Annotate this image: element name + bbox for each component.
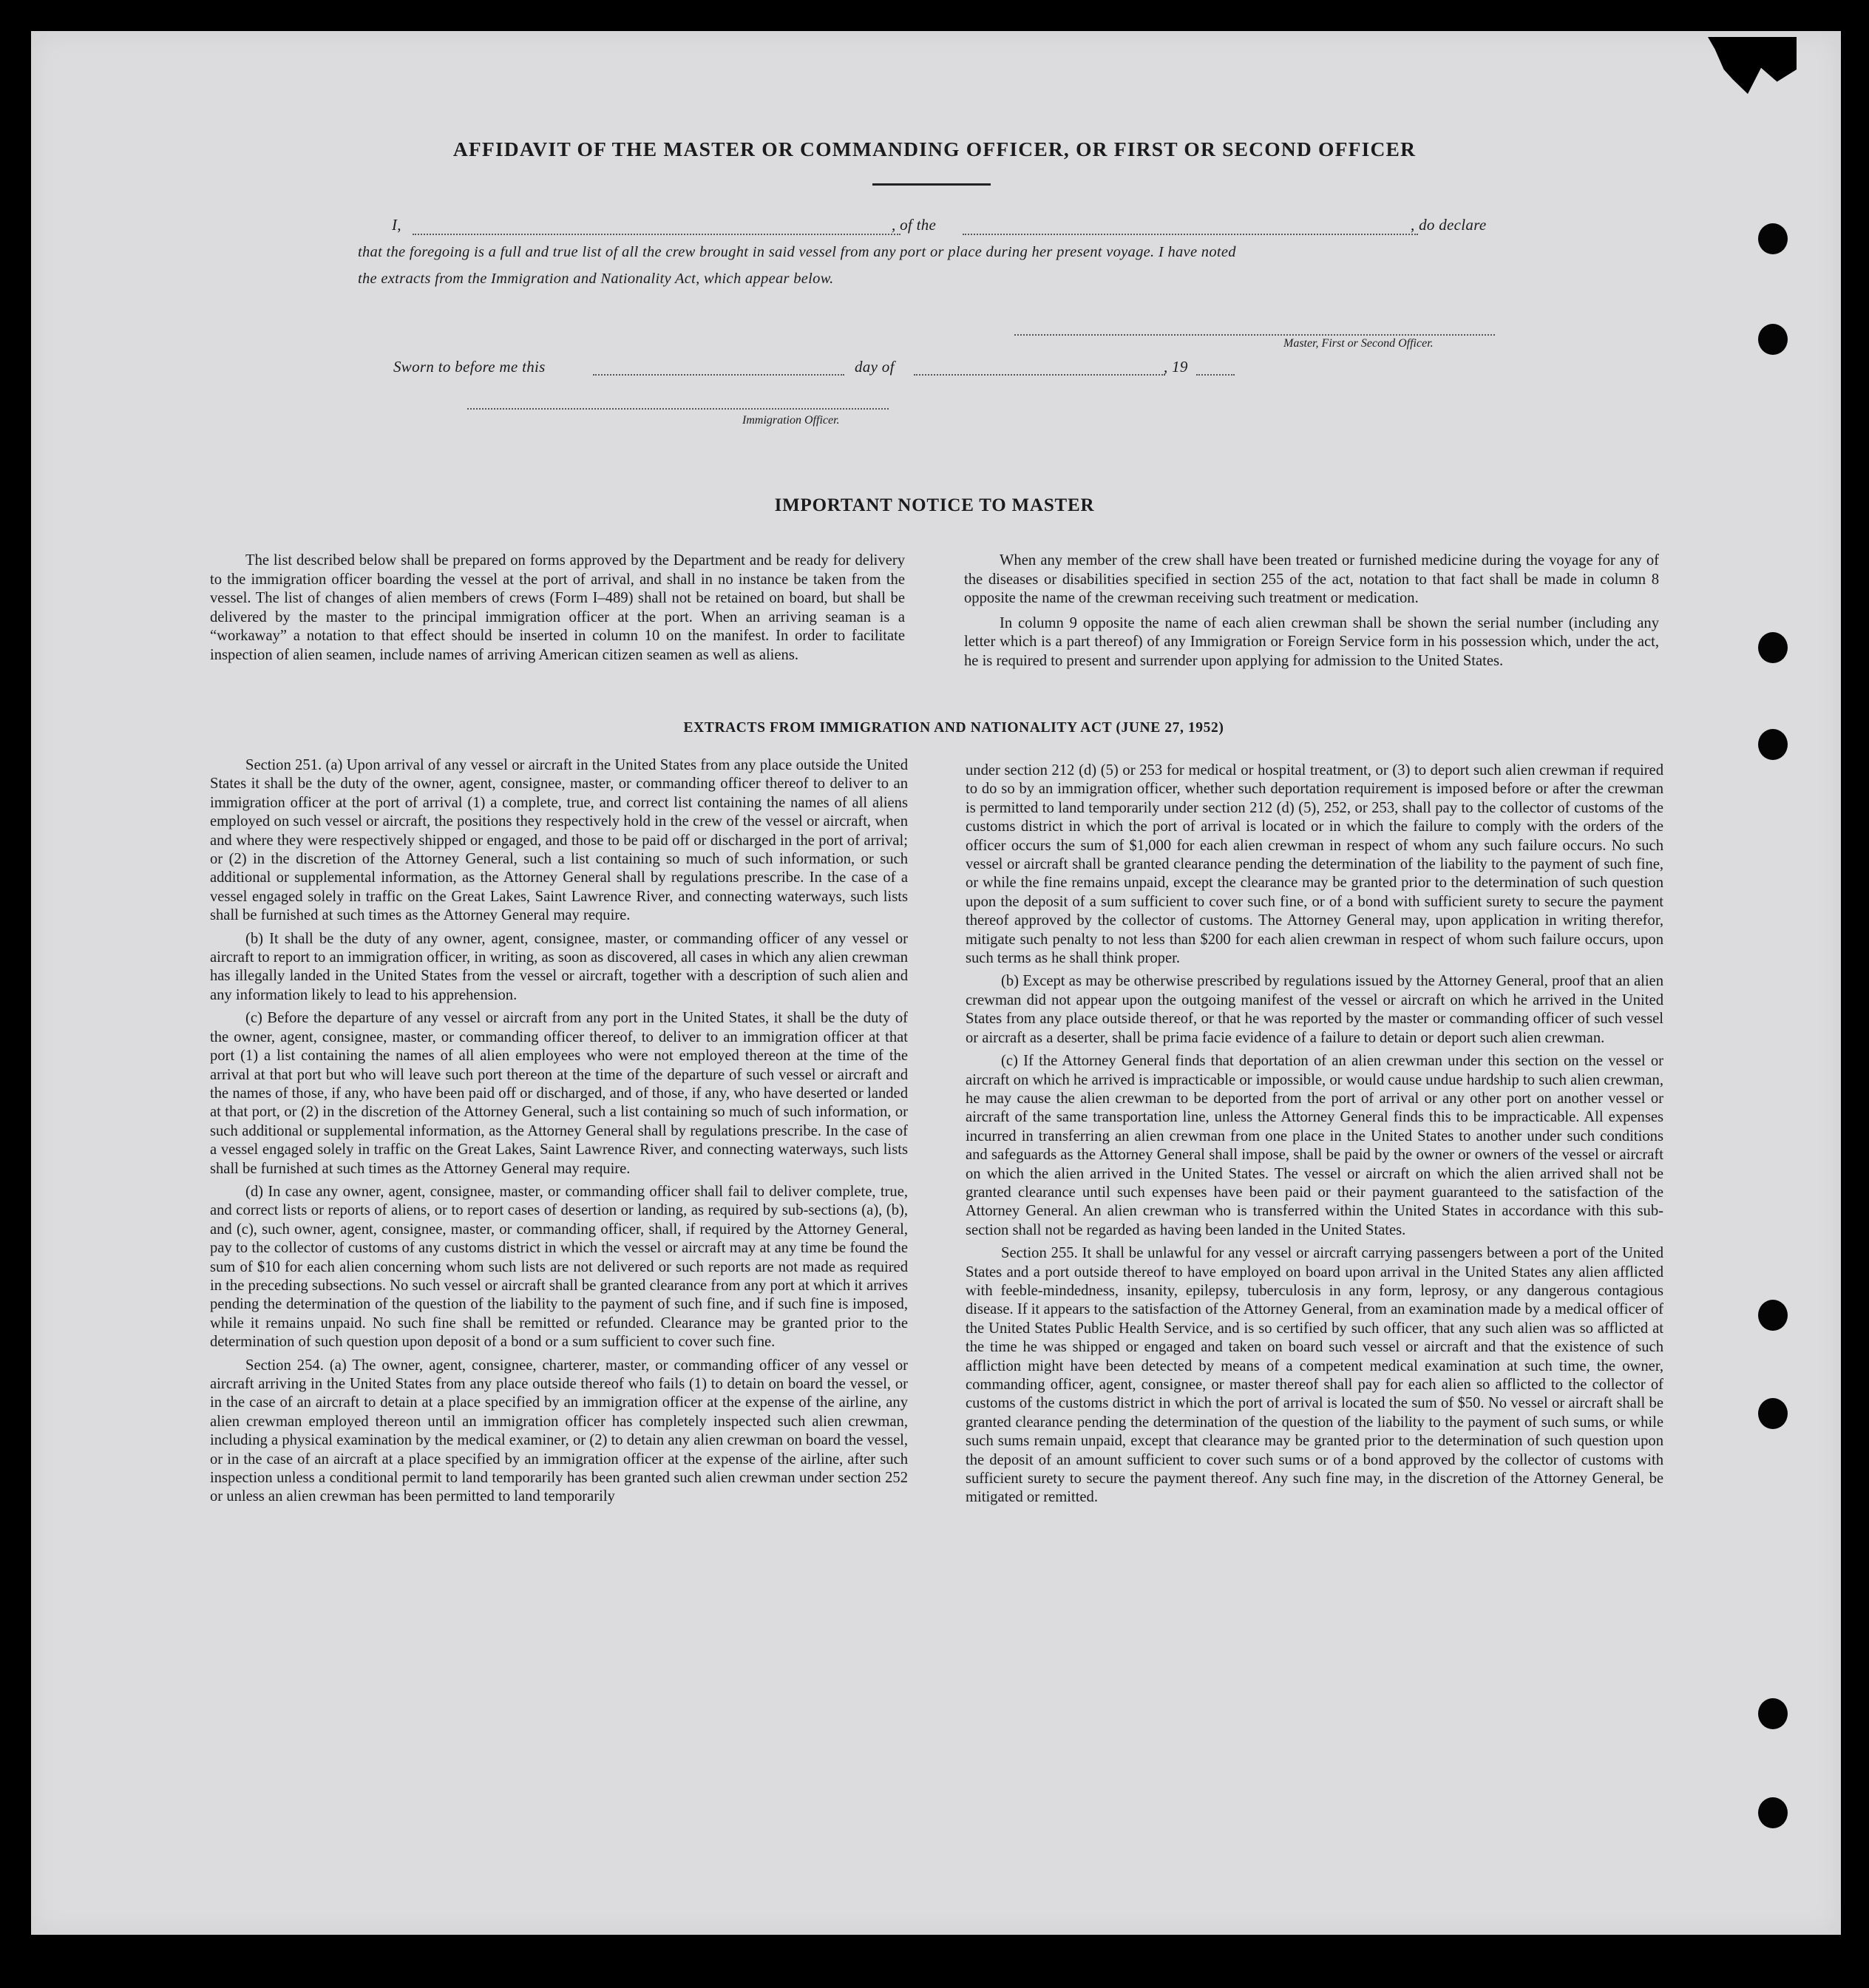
extracts-left-column — [210, 756, 908, 1511]
notice-left-column — [210, 552, 905, 671]
declarant-name-field[interactable] — [413, 234, 900, 235]
do-declare-label: , do declare — [1411, 216, 1487, 234]
sworn-prefix: Sworn to before me this — [393, 358, 546, 376]
section-251-d: (d) In case any owner, agent, consignee, master, or commanding officer shall fail to deliver complete, true, and correct lists or reports of aliens, or to report cases of desertion or landing, as required by sub-sections (a), (b), and (c), such owner, agent, consignee, master, or commanding officer, shall, if required by the Attorney General, pay to the collector of customs of any customs district in which the vessel or aircraft may at any time be found the sum of $10 for each alien concerning whom such lists are not delivered or such reports are not made as required in the preceding subsections. No such vessel or aircraft shall be granted clearance from any port at which it arrives pending the determination of the question of the liability to the payment of such fine, and if such fine is imposed, while it remains unpaid. No such fine shall be remitted or refunded. Clearance may be granted prior to the determination of such question upon deposit of a bond or a sum sufficient to cover such fine. — [210, 1183, 908, 1351]
punch-hole — [1758, 1398, 1788, 1429]
extracts-title: EXTRACTS FROM IMMIGRATION AND NATIONALITY ACT (JUNE 27, 1952) — [683, 720, 1224, 736]
section-254-a-continued: under section 212 (d) (5) or 253 for medical or hospital treatment, or (3) to deport such alien crewman if required to do so by an immigration officer, whether such deportation requirement is imposed before or after the crewman is permitted to land temporarily under section 212 (d) (5), 252, or 253, shall pay to the collector of customs of the customs district in which the port of arrival is located or in which the failure to comply with the orders of the officer occurs the sum of $1,000 for each alien crewman in respect of whom any such failure occurs. No such vessel or aircraft shall be granted clearance pending the determination of the liability to the payment of such fine, or while the fine remains unpaid, except the clearance may be granted prior to the determination of such question upon the deposit of a sum sufficient to cover such fine, or of a bond with sufficient surety to secure the payment thereof approved by the collector of customs. The Attorney General may, upon application in writing therefor, mitigate such penalty to not less than $200 for each alien crewman in respect of whom such failure occurs, upon such terms as he shall think proper. — [966, 762, 1663, 967]
punch-hole — [1758, 729, 1788, 760]
title-underline — [872, 183, 991, 186]
section-251-c: (c) Before the departure of any vessel or aircraft from any port in the United States, it shall be the duty of the owner, agent, consignee, master, or commanding officer thereof, to deliver to an immigration officer at that port (1) a list containing the names of all alien employees who were not employed thereon at the time of the arrival at that port but who will leave such port thereon at the time of the departure of such vessel or aircraft and the names of those, if any, who have been paid off or discharged, and of those, if any, who have deserted or landed at that port, or (2) in the discretion of the Attorney General, such a list containing so much of such information, or such additional or supplemental information, as the Attorney General shall by regulations prescribe. In the case of a vessel engaged solely in traffic on the Great Lakes, Saint Lawrence River, and connecting waterways, such lists shall be furnished at such times as the Attorney General may require. — [210, 1010, 908, 1177]
section-251-b: (b) It shall be the duty of any owner, agent, consignee, master, or commanding officer of any vessel or aircraft to report to an immigration officer, in writing, as soon as discovered, all cases in which any alien crewman has illegally landed in the United States from the vessel or aircraft, together with a description of such alien and any information likely to lead to his apprehension. — [210, 930, 908, 1003]
section-255: Section 255. It shall be unlawful for any vessel or aircraft carrying passengers between a port of the United States and a port outside thereof to have employed on board upon arrival in the United States any alien afflicted with feeble-mindedness, insanity, epilepsy, tuberculosis in any form, leprosy, or any dangerous contagious disease. If it appears to the satisfaction of the Attorney General, from an examination made by a medical officer of the United States Public Health Service, and is so certified by such officer, that any such alien was so afflicted at the time he was shipped or engaged and taken on board such vessel or aircraft and that the existence of such affliction might have been detected by means of a competent medical examination at such time, the owner, commanding officer, agent, consignee, or master thereof shall pay for each alien so afflicted to the collector of customs of the customs district in which the port of arrival is located the sum of $50. No vessel or aircraft shall be granted clearance pending the determination of the question of the liability to the payment of such sums, or while such sums remain unpaid, except that clearance may be granted prior to the determination of such question upon the deposit of an amount sufficient to cover such sums or of a bond approved by the collector of customs with sufficient surety to secure the payment thereof. Any such fine may, in the discretion of the Attorney General, be mitigated or remitted. — [966, 1245, 1663, 1506]
notice-right-column — [964, 552, 1659, 677]
section-254-c: (c) If the Attorney General finds that deportation of an alien crewman under this section on the vessel or aircraft on which he arrived is impracticable or impossible, or would cause undue hardship to such alien crewman, he may cause the alien crewman to be deported from the port of arrival or any other port on another vessel or aircraft of the same transportation line, unless the Attorney General finds this to be impracticable. All expenses incurred in transferring an alien crewman from one place in the United States to another under such conditions and safeguards as the Attorney General shall impose, shall be paid by the owner or owners of the vessel or aircraft on which the alien arrived in the United States. The vessel or aircraft on which the alien arrived shall not be granted clearance until such expenses have been paid or their payment guaranteed to the satisfaction of the Attorney General. An alien crewman who is transferred within the United States in accordance with this sub-section shall not be regarded as having been landed in the United States. — [966, 1053, 1663, 1238]
punch-hole — [1758, 1797, 1788, 1828]
officer-signature-label: Immigration Officer. — [742, 414, 840, 427]
notice-right-paragraph-2: In column 9 opposite the name of each alien crewman shall be shown the serial number (including any letter which is a part thereof) of any Immigration or Foreign Service form in his possession which, under the act, he is required to present and surrender upon applying for admission to the United States. — [964, 614, 1659, 669]
punch-hole — [1758, 1698, 1788, 1729]
affidavit-line-3: the extracts from the Immigration and Nationality Act, which appear below. — [358, 271, 834, 287]
punch-hole — [1758, 324, 1788, 355]
affidavit-title: AFFIDAVIT OF THE MASTER OR COMMANDING OFFICER, OR FIRST OR SECOND OFFICER — [452, 138, 1417, 160]
sworn-line — [393, 358, 1281, 380]
day-of-label: day of — [855, 358, 895, 376]
punch-hole — [1758, 223, 1788, 254]
section-251-a: Section 251. (a) Upon arrival of any vessel or aircraft in the United States from any place outside the United States it shall be the duty of the owner, agent, consignee, master, or commanding officer thereof to deliver to an immigration officer at the port of arrival (1) a complete, true, and correct list containing the names of all aliens employed on such vessel or aircraft, the positions they respectively hold in the crew of the vessel or aircraft, when and where they were respectively shipped or engaged, and those to be paid off or discharged in the port of arrival; or (2) in the discretion of the Attorney General, such a list containing so much of such information, or such additional or supplemental information, as the Attorney General shall by regulations prescribe. In the case of a vessel engaged solely in traffic on the Great Lakes, Saint Lawrence River, and connecting waterways, such lists shall be furnished at such times as the Attorney General may require. — [210, 757, 908, 924]
punch-hole — [1758, 632, 1788, 663]
affidavit-line-2: that the foregoing is a full and true list of all the crew brought in said vessel from any port or place during her present voyage. I have noted — [358, 244, 1236, 260]
sworn-year-field[interactable] — [1196, 374, 1235, 376]
notice-title: IMPORTANT NOTICE TO MASTER — [774, 495, 1095, 515]
declarant-prefix: I, — [392, 216, 401, 234]
master-signature-line[interactable] — [1014, 334, 1495, 336]
year-label: , 19 — [1164, 358, 1188, 376]
punch-hole — [1758, 1300, 1788, 1331]
sworn-day-field[interactable] — [593, 374, 844, 376]
extracts-right-column — [966, 761, 1663, 1512]
notice-right-paragraph-1: When any member of the crew shall have been treated or furnished medicine during the voyage for any of the diseases or disabilities specified in section 255 of the act, notation to that fact shall be made in column 8 opposite the name of the crewman receiving such treatment or medication. — [964, 552, 1659, 607]
section-254-b: (b) Except as may be otherwise prescribed by regulations issued by the Attorney General, proof that an alien crewman did not appear upon the outgoing manifest of the vessel or aircraft on which he arrived in the United States from any place outside thereof, or that he was reported by the master or commanding officer of such vessel or aircraft as a deserter, shall be prima facie evidence of a failure to detain or deport such alien crewman. — [966, 973, 1663, 1046]
officer-signature-line[interactable] — [467, 408, 889, 410]
sworn-month-field[interactable] — [914, 374, 1165, 376]
notice-left-paragraph: The list described below shall be prepared on forms approved by the Department and be ready for delivery to the immigration officer boarding the vessel at the port of arrival, and shall in no instance be taken from the vessel. The list of changes of alien members of crews (Form I–489) shall not be retained on board, but shall be delivered by the master to the principal immigration officer at the port. When an arriving seaman is a “workaway” a notation to that effect should be inserted in column 10 on the manifest. In order to facilitate inspection of alien seamen, include names of arriving American citizen seamen as well as aliens. — [210, 552, 905, 663]
vessel-name-field[interactable] — [963, 234, 1418, 235]
master-signature-label: Master, First or Second Officer. — [1283, 337, 1434, 350]
section-254-a: Section 254. (a) The owner, agent, consignee, charterer, master, or commanding officer of any vessel or aircraft arriving in the United States from any place outside thereof who fails (1) to detain on board the vessel, or in the case of an aircraft to detain at a place specified by an immigration officer at the expense of the airline, any alien crewman employed thereon until an immigration officer has completely inspected such alien crewman, including a physical examination by the medical examiner, or (2) to detain any alien crewman on board the vessel, or in the case of an aircraft at a place specified by an immigration officer at the expense of the airline, after such inspection unless a conditional permit to land temporarily has been granted such alien crewman under section 252 or unless an alien crewman has been permitted to land temporarily — [210, 1357, 908, 1505]
affidavit-line-1 — [392, 216, 1516, 238]
of-the-label: , of the — [892, 216, 937, 234]
